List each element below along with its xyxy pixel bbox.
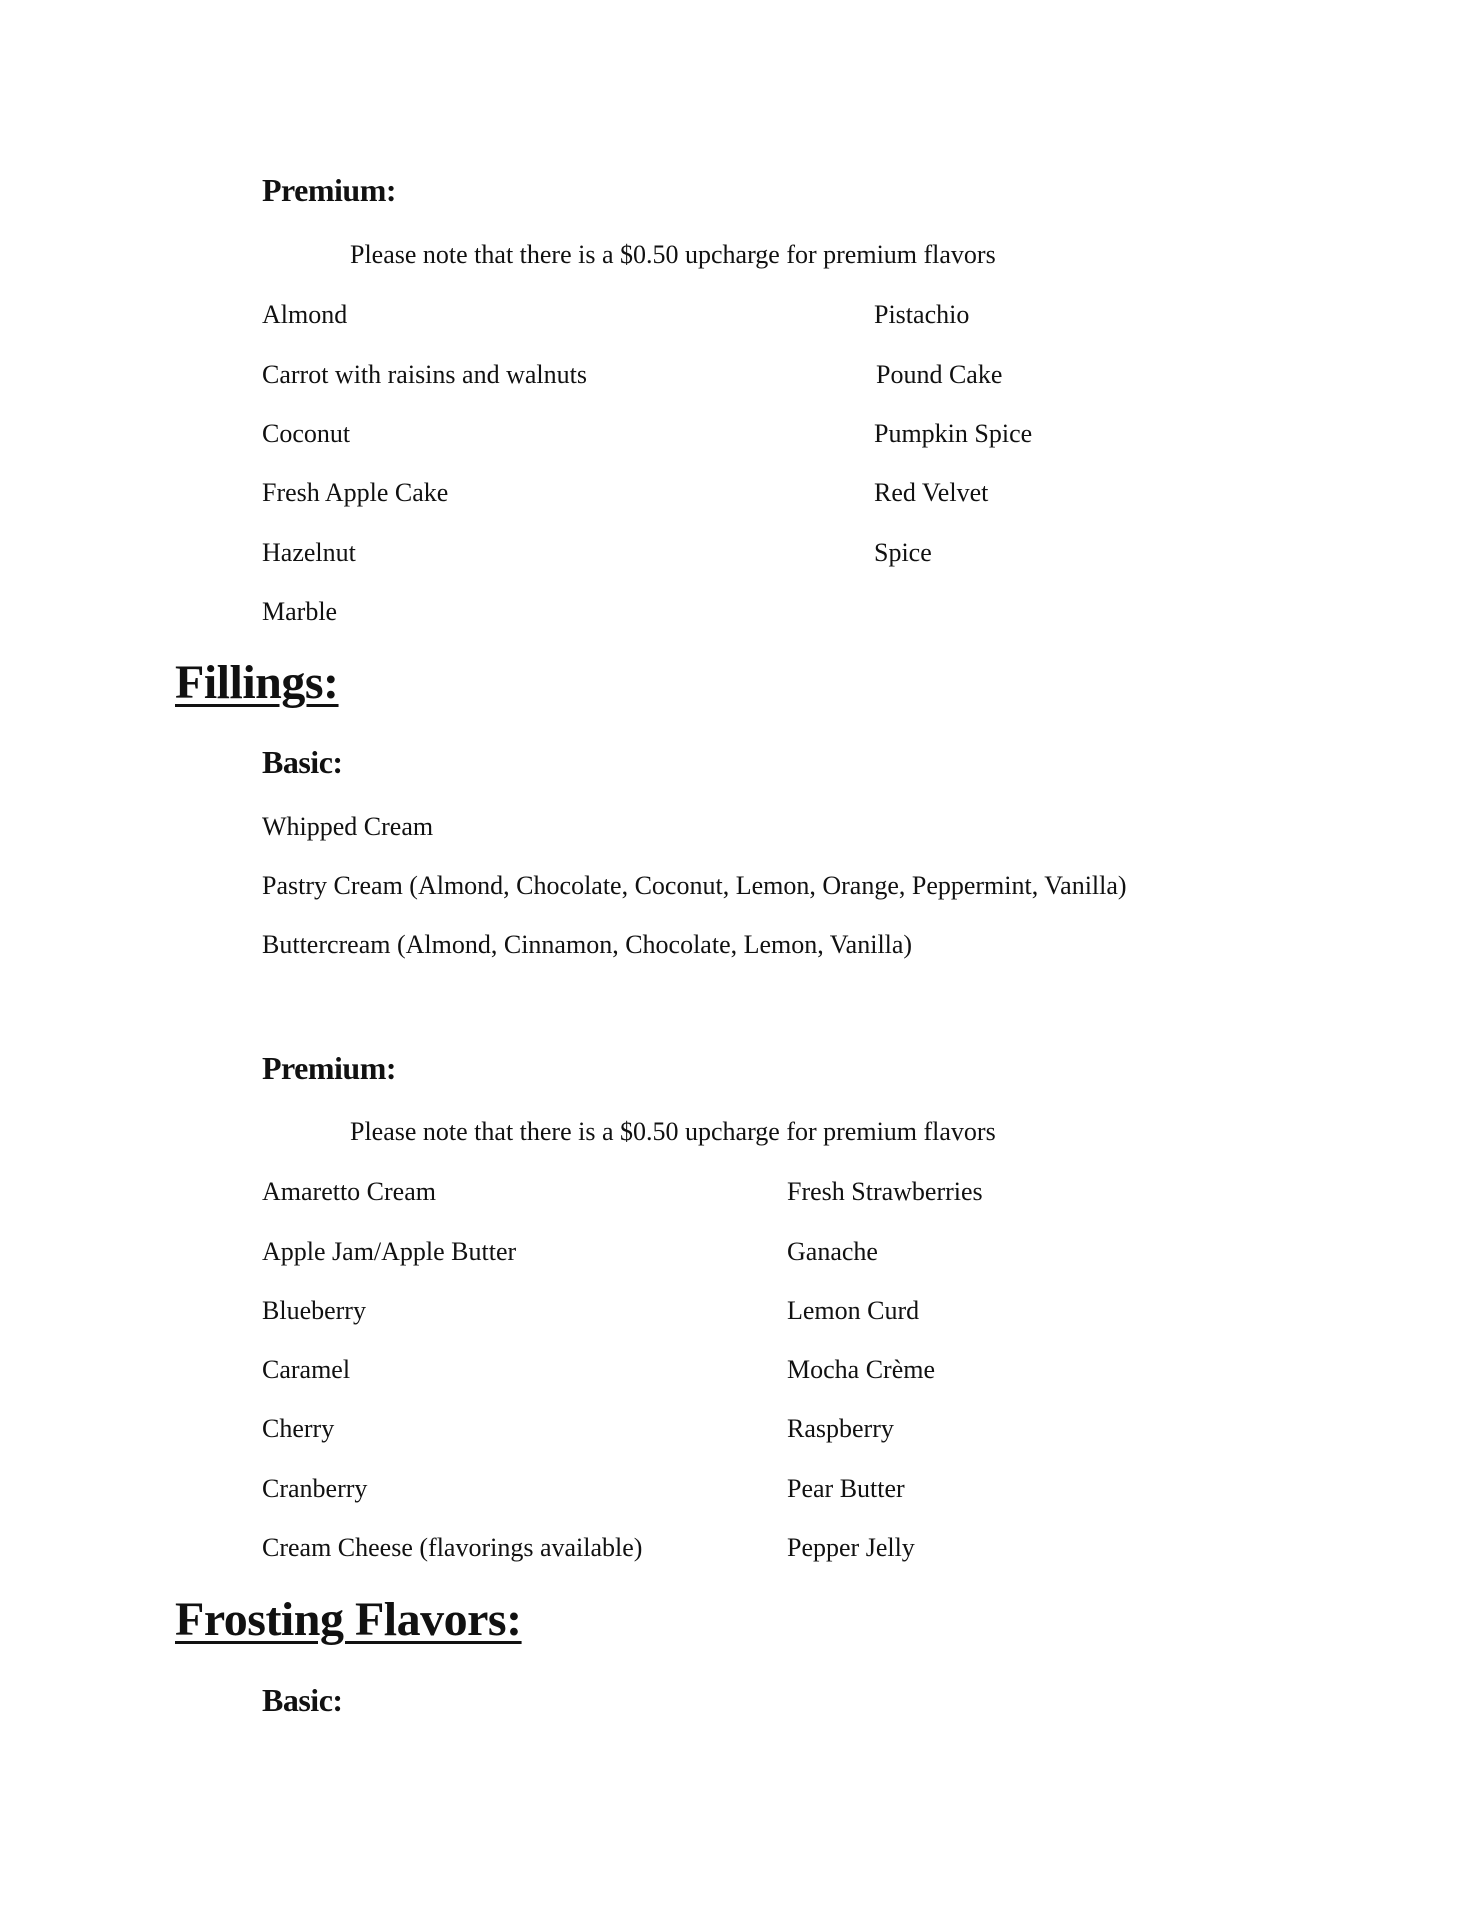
fillings-premium-item: Lemon Curd xyxy=(787,1296,920,1325)
fillings-premium-item: Cream Cheese (flavorings available) xyxy=(262,1533,643,1562)
fillings-premium-item: Pear Butter xyxy=(787,1474,905,1503)
fillings-premium-item: Caramel xyxy=(262,1355,351,1384)
cake-premium-item: Spice xyxy=(874,538,932,567)
fillings-basic-heading: Basic: xyxy=(262,744,343,780)
fillings-premium-heading: Premium: xyxy=(262,1050,397,1086)
fillings-premium-note: Please note that there is a $0.50 upcharge for premium flavors xyxy=(350,1117,996,1146)
cake-premium-item: Red Velvet xyxy=(874,478,989,507)
frosting-basic-heading: Basic: xyxy=(262,1682,343,1718)
fillings-premium-item: Mocha Crème xyxy=(787,1355,936,1384)
cake-premium-item: Almond xyxy=(262,300,348,329)
fillings-premium-item: Raspberry xyxy=(787,1414,894,1443)
cake-premium-item: Marble xyxy=(262,597,338,626)
fillings-premium-item: Blueberry xyxy=(262,1296,366,1325)
fillings-premium-item: Apple Jam/Apple Butter xyxy=(262,1237,517,1266)
fillings-premium-item: Cherry xyxy=(262,1414,335,1443)
cake-premium-item: Pumpkin Spice xyxy=(874,419,1033,448)
fillings-basic-item: Buttercream (Almond, Cinnamon, Chocolate, Lemon, Vanilla) xyxy=(262,930,913,959)
fillings-premium-item: Cranberry xyxy=(262,1474,368,1503)
cake-premium-item: Pound Cake xyxy=(876,360,1003,389)
fillings-premium-item: Amaretto Cream xyxy=(262,1177,436,1206)
fillings-title: Fillings: xyxy=(175,656,339,709)
fillings-premium-item: Pepper Jelly xyxy=(787,1533,915,1562)
fillings-premium-item: Ganache xyxy=(787,1237,878,1266)
cake-premium-item: Fresh Apple Cake xyxy=(262,478,449,507)
fillings-basic-item: Whipped Cream xyxy=(262,812,434,841)
cake-premium-note: Please note that there is a $0.50 upcharge for premium flavors xyxy=(350,240,996,269)
cake-premium-item: Pistachio xyxy=(874,300,970,329)
cake-premium-heading: Premium: xyxy=(262,172,397,208)
cake-premium-item: Carrot with raisins and walnuts xyxy=(262,360,587,389)
fillings-basic-item: Pastry Cream (Almond, Chocolate, Coconut, Lemon, Orange, Peppermint, Vanilla) xyxy=(262,871,1127,900)
cake-premium-item: Hazelnut xyxy=(262,538,356,567)
frosting-title: Frosting Flavors: xyxy=(175,1593,522,1646)
cake-premium-item: Coconut xyxy=(262,419,351,448)
fillings-premium-item: Fresh Strawberries xyxy=(787,1177,983,1206)
